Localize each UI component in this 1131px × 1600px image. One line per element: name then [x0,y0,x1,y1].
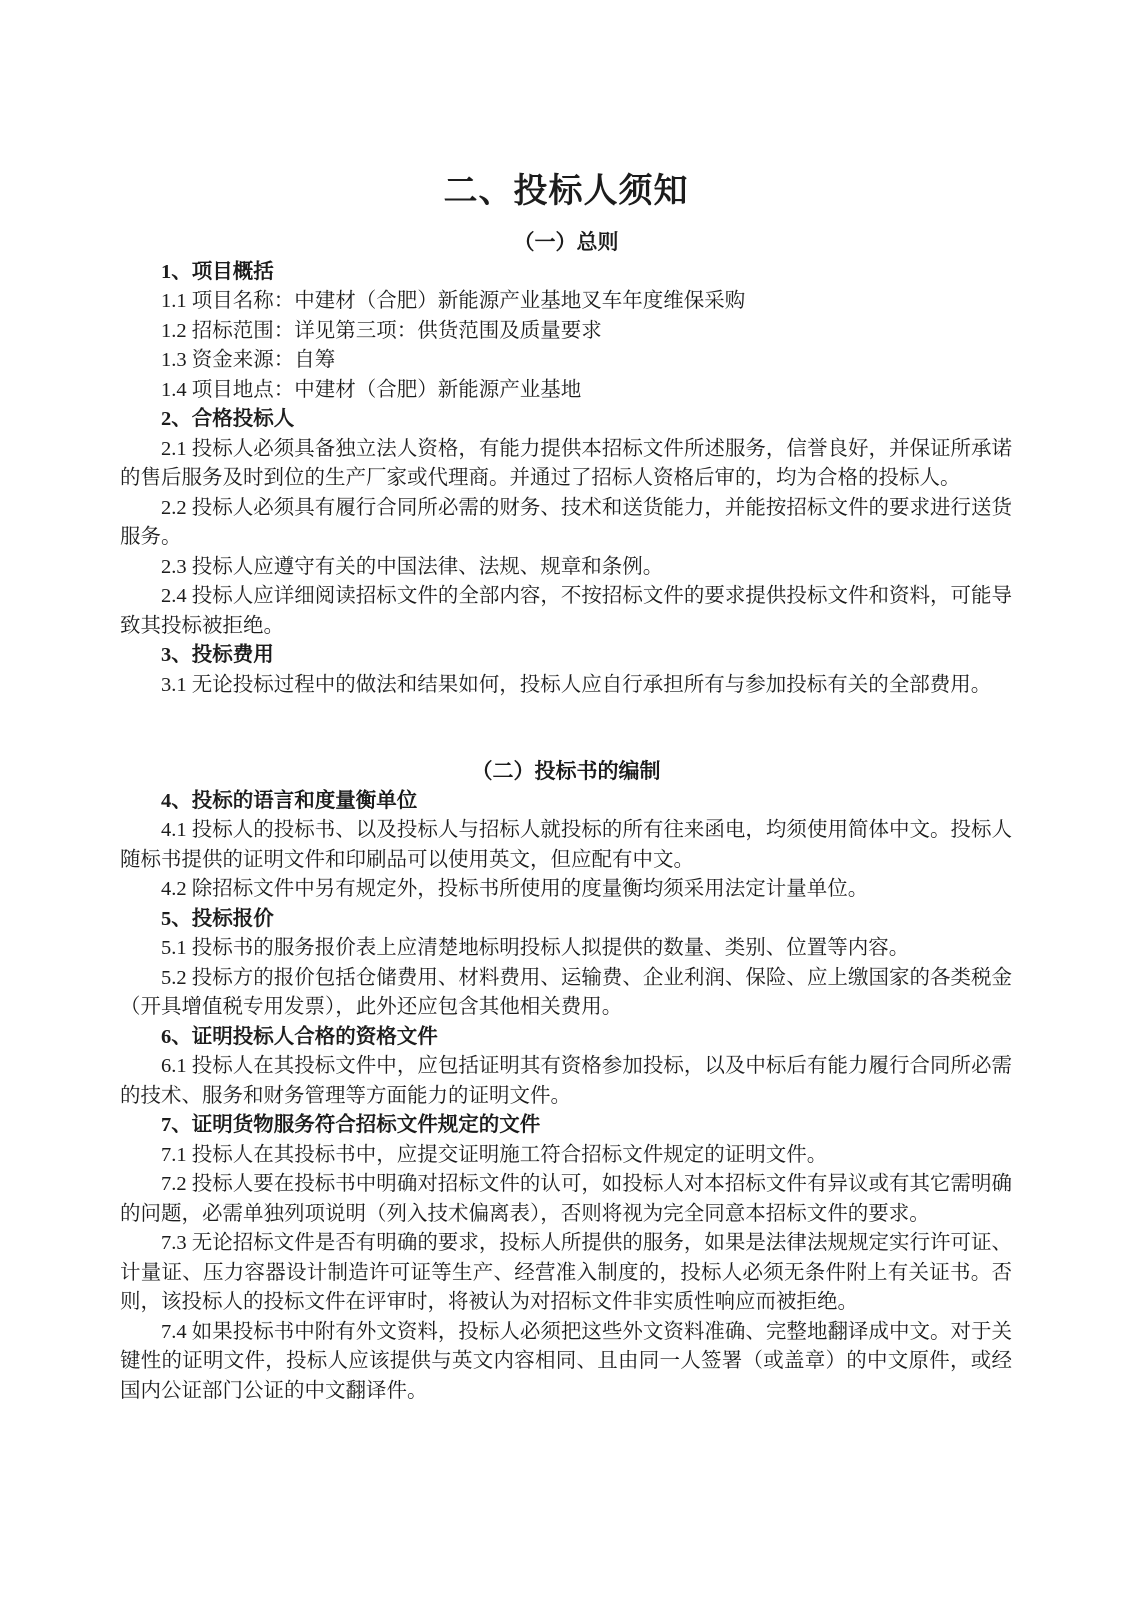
clause-1-1: 1.1 项目名称：中建材（合肥）新能源产业基地叉车年度维保采购 [161,290,746,312]
clause-6-heading: 6、证明投标人合格的资格文件 [161,1025,438,1048]
clause-1-4: 1.4 项目地点：中建材（合肥）新能源产业基地 [161,378,582,401]
clause-2-1: 2.1 投标人必须具备独立法人资格，有能力提供本招标文件所述服务，信誉良好，并保证所承诺的售后服务及时到位的生产厂家或代理商。并通过了招标人资格后审的，均为合格的投标人。 [120,437,1012,489]
clause-5-2: 5.2 投标方的报价包括仓储费用、材料费用、运输费、企业利润、保险、应上缴国家的各类税金（开具增值税专用发票），此外还应包含其他相关费用。 [120,966,1012,1018]
clause-7-1: 7.1 投标人在其投标书中，应提交证明施工符合招标文件规定的证明文件。 [161,1143,828,1166]
clause-4-heading: 4、投标的语言和度量衡单位 [161,789,418,812]
clause-3-heading: 3、投标费用 [161,644,274,666]
clause-3-1: 3.1 无论投标过程中的做法和结果如何，投标人应自行承担所有与参加投标有关的全部费用。 [161,673,992,696]
clause-1-3: 1.3 资金来源：自筹 [161,349,336,371]
clause-7-3: 7.3 无论招标文件是否有明确的要求，投标人所提供的服务，如果是法律法规规定实行许可证、计量证、压力容器设计制造许可证等生产、经营准入制度的，投标人必须无条件附上有关证书。否则，该投标人的投标文件在评审时，将被认为对招标文件非实质性响应而被拒绝。 [120,1232,1012,1313]
clause-2-heading: 2、合格投标人 [161,408,295,430]
section-gap [120,700,1012,757]
clause-1-2: 1.2 招标范围：详见第三项：供货范围及质量要求 [161,319,602,342]
clause-7-heading: 7、证明货物服务符合招标文件规定的文件 [161,1114,541,1136]
part1-heading: （一）总则 [513,230,619,254]
clause-5-heading: 5、投标报价 [161,907,274,930]
document-title: 二、投标人须知 [443,173,689,210]
clause-2-3: 2.3 投标人应遵守有关的中国法律、法规、规章和条例。 [161,555,664,578]
clause-7-4: 7.4 如果投标书中附有外文资料，投标人必须把这些外文资料准确、完整地翻译成中文。对于关键性的证明文件，投标人应该提供与英文内容相同、且由同一人签署（或盖章）的中文原件，或经国内公证部门公证的中文翻译件。 [120,1320,1012,1402]
clause-1-heading: 1、项目概括 [161,260,274,283]
clause-4-1: 4.1 投标人的投标书、以及投标人与招标人就投标的所有往来函电，均须使用简体中文。投标人随标书提供的证明文件和印刷品可以使用英文，但应配有中文。 [120,819,1012,871]
part2-heading: （二）投标书的编制 [471,759,661,783]
clause-5-1: 5.1 投标书的服务报价表上应清楚地标明投标人拟提供的数量、类别、位置等内容。 [161,937,910,959]
clause-2-2: 2.2 投标人必须具有履行合同所必需的财务、技术和送货能力，并能按招标文件的要求进行送货服务。 [120,496,1012,548]
clause-7-2: 7.2 投标人要在投标书中明确对招标文件的认可，如投标人对本招标文件有异议或有其它需明确的问题，必需单独列项说明（列入技术偏离表），否则将视为完全同意本招标文件的要求。 [120,1173,1012,1225]
clause-2-4: 2.4 投标人应详细阅读招标文件的全部内容，不按招标文件的要求提供投标文件和资料，可能导致其投标被拒绝。 [120,585,1012,637]
clause-4-2: 4.2 除招标文件中另有规定外，投标书所使用的度量衡均须采用法定计量单位。 [161,878,869,900]
clause-6-1: 6.1 投标人在其投标文件中，应包括证明其有资格参加投标，以及中标后有能力履行合同所必需的技术、服务和财务管理等方面能力的证明文件。 [120,1055,1012,1107]
